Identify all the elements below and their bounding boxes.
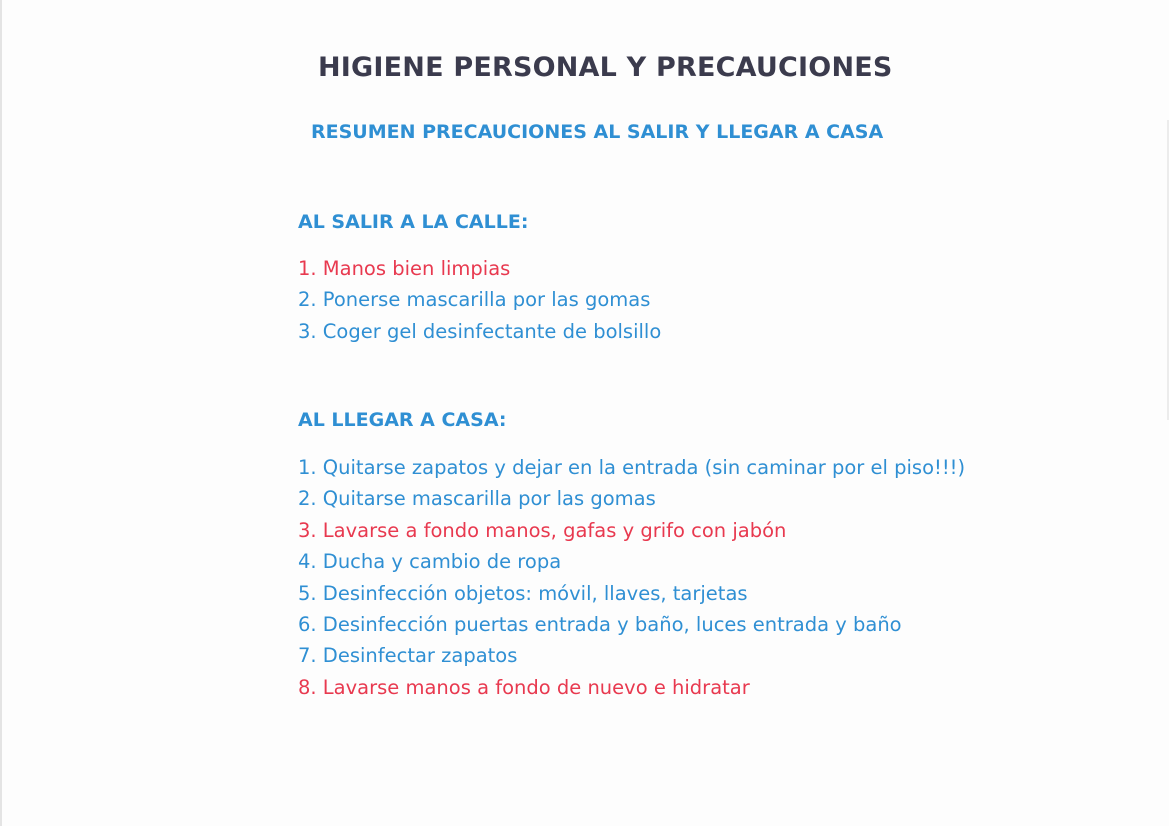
section-heading-llegar: AL LLEGAR A CASA: — [298, 409, 507, 431]
list-item: 1. Manos bien limpias — [298, 257, 511, 280]
list-item: 8. Lavarse manos a fondo de nuevo e hidratar — [298, 675, 750, 699]
list-item: 2. Quitarse mascarilla por las gomas — [298, 487, 656, 511]
list-item: 5. Desinfección objetos: móvil, llaves, tarjetas — [298, 581, 748, 605]
list-llegar — [298, 452, 965, 703]
list-item: 3. Coger gel desinfectante de bolsillo — [298, 319, 662, 343]
list-item: 7. Desinfectar zapatos — [298, 644, 518, 668]
list-item: 2. Ponerse mascarilla por las gomas — [298, 288, 651, 312]
list-item: 1. Quitarse zapatos y dejar en la entrada (sin caminar por el piso!!!) — [298, 456, 966, 479]
document-title: HIGIENE PERSONAL Y PRECAUCIONES — [318, 52, 893, 83]
list-item: 6. Desinfección puertas entrada y baño, luces entrada y baño — [298, 612, 902, 636]
section-heading-salir: AL SALIR A LA CALLE: — [298, 211, 529, 233]
list-salir — [298, 253, 661, 347]
list-item: 3. Lavarse a fondo manos, gafas y grifo con jabón — [298, 518, 787, 542]
list-item: 4. Ducha y cambio de ropa — [298, 550, 562, 574]
scan-edge-left — [0, 0, 2, 826]
document-subtitle: RESUMEN PRECAUCIONES AL SALIR Y LLEGAR A CASA — [311, 121, 884, 143]
